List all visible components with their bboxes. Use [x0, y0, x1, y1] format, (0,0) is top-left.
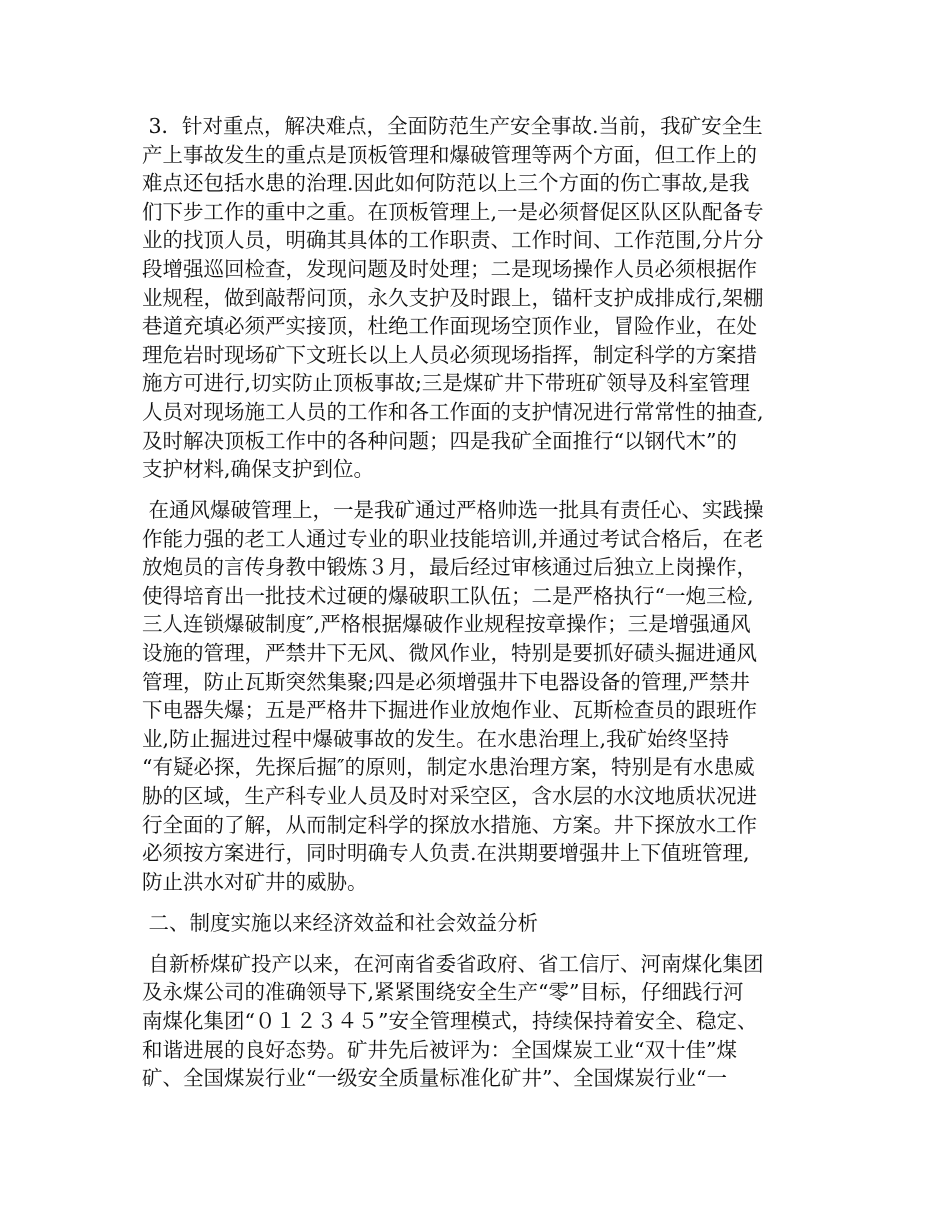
- text-line: 难点还包括水患的治理.因此如何防范以上三个方面的伤亡事故,是我: [142, 171, 750, 196]
- text-line: 业的找顶人员，明确其具体的工作职责、工作时间、工作范围,分片分: [142, 228, 764, 253]
- text-line: 和谐进展的良好态势。矿井先后被评为：全国煤炭工业“双十佳”煤: [142, 1037, 737, 1062]
- text-line: 设施的管理，严禁井下无风、微风作业，特别是要抓好碛头掘进通风: [142, 641, 757, 666]
- paragraph-roof-management: [142, 112, 806, 484]
- text-line: 放炮员的言传身教中锻炼３月，最后经过审核通过后独立上岗操作，: [142, 555, 757, 580]
- paragraph-spacer: [142, 937, 806, 949]
- text-line: 业规程，做到敲帮问顶，永久支护及时跟上，锚杆支护成排成行,架棚: [142, 285, 764, 310]
- text-line: 行全面的了解，从而制定科学的探放水措施、方案。井下探放水工作: [142, 812, 757, 837]
- text-line: 们下步工作的重中之重。在顶板管理上,一是必须督促区队区队配备专: [142, 199, 764, 224]
- section-heading: [142, 909, 806, 938]
- text-line: 三人连锁爆破制度″,严格根据爆破作业规程按章操作；三是增强通风: [142, 612, 751, 637]
- text-line: 人员对现场施工人员的工作和各工作面的支护情况进行常常性的抽查,: [142, 399, 764, 424]
- text-line: 巷道充填必须严实接顶，杜绝工作面现场空顶作业，冒险作业，在处: [142, 314, 757, 339]
- text-line: 及时解决顶板工作中的各种问题；四是我矿全面推行“以钢代木”的: [142, 428, 737, 453]
- text-line: 产上事故发生的重点是顶板管理和爆破管理等两个方面，但工作上的: [142, 142, 757, 167]
- document-page: [142, 112, 806, 1093]
- section-heading-text: 二、制度实施以来经济效益和社会效益分析: [142, 910, 539, 935]
- text-line: 防止洪水对矿井的威胁。: [142, 869, 368, 894]
- text-line: 及永煤公司的准确领导下,紧紧围绕安全生产“零”目标，仔细践行河: [142, 980, 744, 1005]
- text-line: 施方可进行,切实防止顶板事故;三是煤矿井下带班矿领导及科室管理: [142, 371, 750, 396]
- text-line: 3．针对重点，解决难点，全面防范生产安全事故.当前，我矿安全生: [142, 114, 763, 138]
- paragraph-benefits: [142, 950, 806, 1093]
- text-line: 作能力强的老工人通过专业的职业技能培训,并通过考试合格后，在老: [142, 526, 764, 551]
- text-line: 必须按方案进行，同时明确专人负责.在洪期要增强井上下值班管理,: [142, 841, 750, 866]
- text-line: 管理，防止瓦斯突然集聚;四是必须增强井下电器设备的管理,严禁井: [142, 669, 750, 694]
- text-line: 支护材料,确保支护到位。: [142, 457, 375, 482]
- text-line: 自新桥煤矿投产以来，在河南省委省政府、省工信厅、河南煤化集团: [142, 951, 764, 976]
- paragraph-spacer: [142, 484, 806, 496]
- text-line: 理危岩时现场矿下文班长以上人员必须现场指挥，制定科学的方案措: [142, 342, 757, 367]
- text-line: 下电器失爆；五是严格井下掘进作业放炮作业、瓦斯检查员的跟班作: [142, 698, 757, 723]
- text-line: “有疑必探，先探后掘″的原则，制定水患治理方案，特别是有水患威: [142, 755, 755, 780]
- text-line: 段增强巡回检查，发现问题及时处理；二是现场操作人员必须根据作: [142, 256, 757, 281]
- text-line: 矿、全国煤炭行业“一级安全质量标准化矿井”、全国煤炭行业“一: [142, 1066, 727, 1091]
- paragraph-spacer: [142, 896, 806, 908]
- text-line: 业,防止掘进过程中爆破事故的发生。在水患治理上,我矿始终坚持: [142, 726, 730, 751]
- text-line: 在通风爆破管理上，一是我矿通过严格帅选一批具有责任心、实践操: [142, 498, 764, 523]
- text-line: 胁的区域，生产科专业人员及时对采空区，含水层的水汶地质状况进: [142, 784, 757, 809]
- text-line: 使得培育出一批技术过硬的爆破职工队伍；二是严格执行“一炮三检,: [142, 583, 754, 608]
- text-line: 南煤化集团“０１２３４５”安全管理模式，持续保持着安全、稳定、: [142, 1008, 758, 1033]
- paragraph-ventilation-blasting: [142, 496, 806, 896]
